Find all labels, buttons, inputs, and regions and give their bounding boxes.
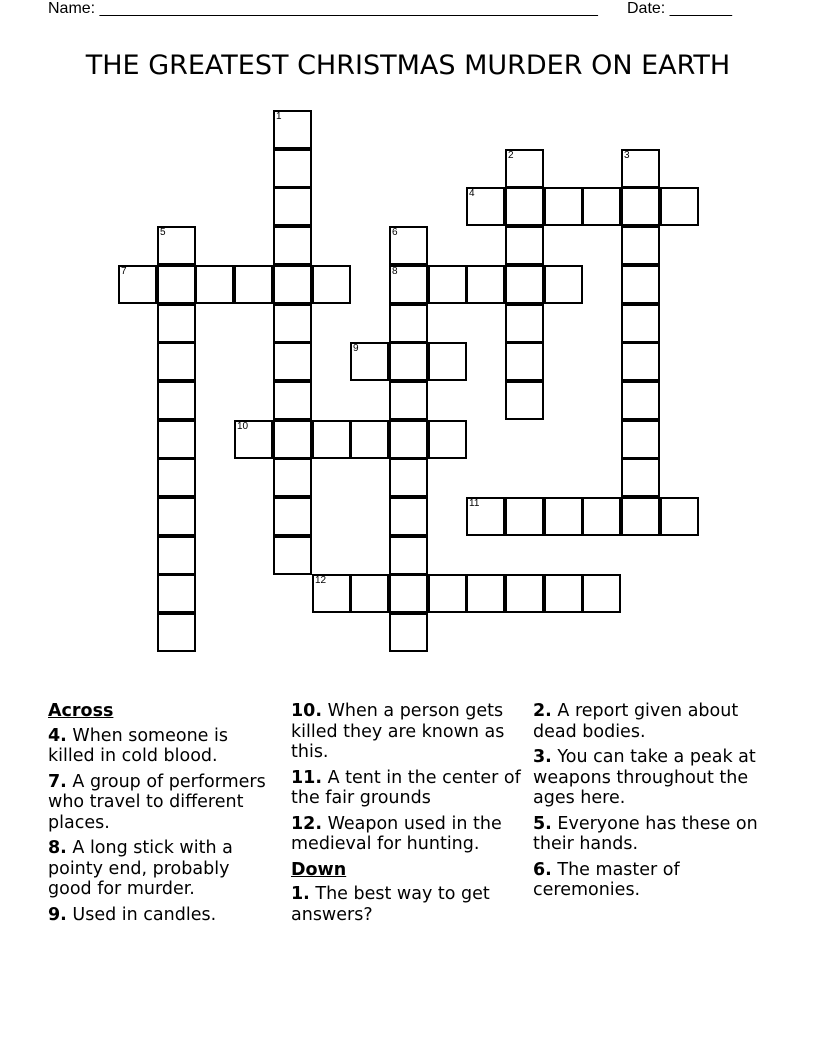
grid-cell[interactable] [273,342,312,381]
grid-cell[interactable] [621,497,660,536]
clue-down-1: 1. The best way to get answers? [291,884,490,925]
grid-cell[interactable] [428,265,467,304]
grid-cell[interactable] [544,187,583,226]
clues-column-3 [533,701,758,906]
grid-cell[interactable] [273,497,312,536]
grid-cell[interactable] [118,265,157,304]
clue-down-5: 5. Everyone has these on their hands. [533,813,758,854]
clue-across-11: 11. A tent in the center of the fair grounds [291,767,521,808]
grid-cell[interactable] [157,381,196,420]
grid-cell[interactable] [312,420,351,459]
grid-cell[interactable] [621,342,660,381]
grid-cell[interactable] [660,497,699,536]
clue-number: 5 [160,227,166,238]
date-field[interactable]: Date: _______ [627,0,732,17]
clue-number: 2 [508,150,514,161]
grid-cell[interactable] [389,226,428,265]
clue-number: 10 [237,421,249,432]
grid-cell[interactable] [273,149,312,188]
grid-cell[interactable] [273,420,312,459]
clue-number: 4 [469,188,475,199]
grid-cell[interactable] [428,342,467,381]
clues-column-1 [48,701,273,930]
grid-cell[interactable] [505,381,544,420]
grid-cell[interactable] [505,226,544,265]
grid-cell[interactable] [273,265,312,304]
grid-cell[interactable] [582,187,621,226]
grid-cell[interactable] [428,420,467,459]
grid-cell[interactable] [544,265,583,304]
grid-cell[interactable] [273,458,312,497]
grid-cell[interactable] [273,536,312,575]
grid-cell[interactable] [273,381,312,420]
grid-cell[interactable] [234,420,273,459]
clue-number: 1 [276,111,282,122]
clue-number: 7 [121,266,127,277]
grid-cell[interactable] [621,226,660,265]
grid-cell[interactable] [157,574,196,613]
grid-cell[interactable] [621,265,660,304]
grid-cell[interactable] [389,497,428,536]
grid-cell[interactable] [466,265,505,304]
grid-cell[interactable] [621,187,660,226]
grid-cell[interactable] [273,187,312,226]
grid-cell[interactable] [157,420,196,459]
clue-down-3: 3. You can take a peak at weapons throughout the ages here. [533,747,756,808]
grid-cell[interactable] [195,265,234,304]
grid-cell[interactable] [544,574,583,613]
clue-across-4: 4. When someone is killed in cold blood. [48,725,228,766]
grid-cell[interactable] [466,574,505,613]
grid-cell[interactable] [157,458,196,497]
clue-number: 6 [392,227,398,238]
grid-cell[interactable] [312,574,351,613]
grid-cell[interactable] [389,613,428,652]
grid-cell[interactable] [389,574,428,613]
grid-cell[interactable] [157,536,196,575]
grid-cell[interactable] [544,497,583,536]
grid-cell[interactable] [157,226,196,265]
clue-number: 11 [469,498,480,509]
grid-cell[interactable] [157,613,196,652]
name-field[interactable]: Name: ________________________________________________________ [48,0,598,17]
grid-cell[interactable] [466,187,505,226]
clue-number: 3 [624,150,630,161]
grid-cell[interactable] [505,187,544,226]
puzzle-title: THE GREATEST CHRISTMAS MURDER ON EARTH [85,50,731,81]
clue-number: 8 [392,266,398,277]
grid-cell[interactable] [621,304,660,343]
grid-cell[interactable] [621,420,660,459]
grid-cell[interactable] [621,381,660,420]
grid-cell[interactable] [389,420,428,459]
grid-cell[interactable] [389,536,428,575]
grid-cell[interactable] [505,342,544,381]
clue-number: 12 [315,575,327,586]
grid-cell[interactable] [505,265,544,304]
grid-cell[interactable] [505,574,544,613]
worksheet-header [48,0,740,20]
grid-cell[interactable] [350,420,389,459]
clue-across-7: 7. A group of performers who travel to different places. [48,771,266,833]
grid-cell[interactable] [389,304,428,343]
grid-cell[interactable] [350,342,389,381]
grid-cell[interactable] [157,304,196,343]
grid-cell[interactable] [505,497,544,536]
grid-cell[interactable] [621,458,660,497]
grid-cell[interactable] [428,574,467,613]
grid-cell[interactable] [157,265,196,304]
grid-cell[interactable] [505,304,544,343]
grid-cell[interactable] [157,497,196,536]
clues-column-2 [291,701,526,930]
grid-cell[interactable] [234,265,273,304]
down-heading: Down [291,859,347,880]
clue-down-2: 2. A report given about dead bodies. [533,701,739,742]
clue-number: 9 [353,343,359,354]
grid-cell[interactable] [466,497,505,536]
clue-down-6: 6. The master of ceremonies. [533,859,680,900]
across-heading: Across [48,701,114,721]
grid-cell[interactable] [621,149,660,188]
grid-cell[interactable] [582,497,621,536]
grid-cell[interactable] [660,187,699,226]
grid-cell[interactable] [350,574,389,613]
grid-cell[interactable] [389,381,428,420]
grid-cell[interactable] [273,304,312,343]
grid-cell[interactable] [312,265,351,304]
grid-cell[interactable] [157,342,196,381]
grid-cell[interactable] [273,110,312,149]
grid-cell[interactable] [505,149,544,188]
clue-across-10: 10. When a person gets killed they are known as this. [291,701,505,762]
clue-across-12: 12. Weapon used in the medieval for hunting. [291,813,502,854]
grid-cell[interactable] [389,265,428,304]
grid-cell[interactable] [389,458,428,497]
grid-cell[interactable] [389,342,428,381]
clue-across-8: 8. A long stick with a pointy end, probably good for murder. [48,838,233,899]
grid-cell[interactable] [582,574,621,613]
grid-cell[interactable] [273,226,312,265]
clue-across-9: 9. Used in candles. [48,904,217,925]
